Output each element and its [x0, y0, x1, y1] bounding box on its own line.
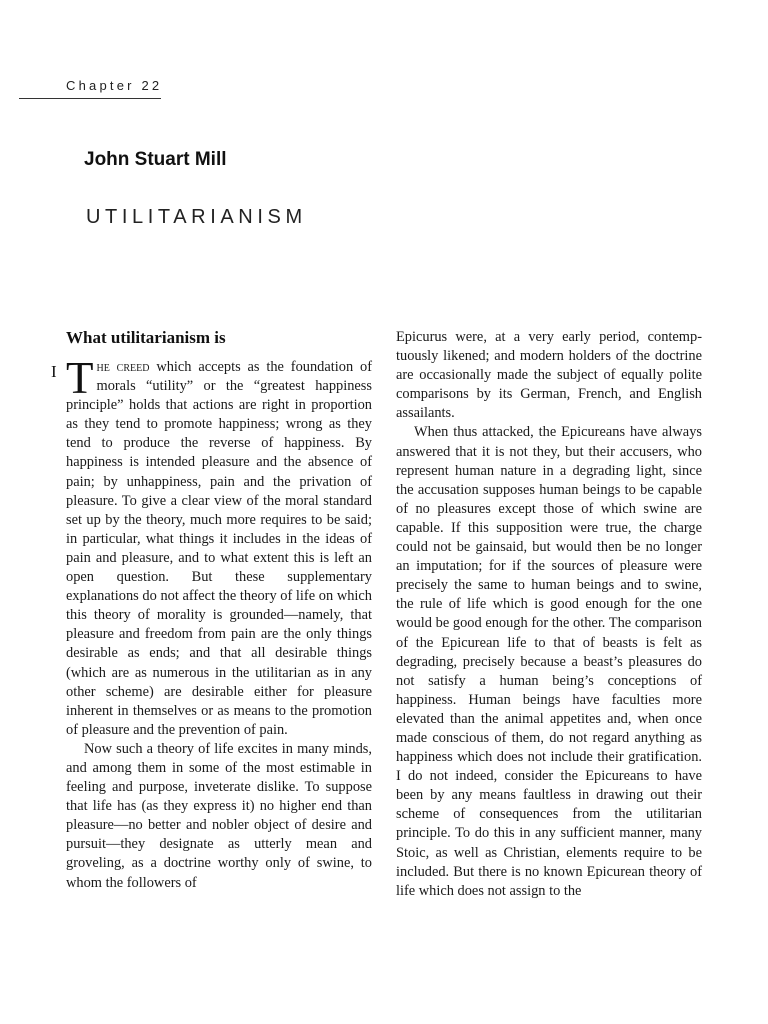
- small-caps-opening: he creed: [96, 359, 150, 375]
- left-column: [66, 353, 372, 893]
- section-heading: What utilitarianism is: [66, 328, 226, 347]
- paragraph: Epicurus were, at a very early period, contemptuously likened; and modern holders of the doctrine are occasionally made the subject of equally polite comparisons by its German, French, and English assailants.: [396, 329, 702, 422]
- section-number: I: [51, 362, 57, 381]
- right-column: [396, 328, 702, 901]
- paragraph-text: which accepts as the foundation of morals “utility” or the “greatest happiness principle” holds that actions are right in proportion as they tend to promote happiness; wrong as they tend to produce the reverse of happiness. By happiness is intended pleasure and the absence of pain; by unhappiness, pain and the privation of pleasure. To give a clear view of the moral standard set up by the theory, much more requires to be said; in particular, what things it includes in the ideas of pain and pleasure, and to what extent this is left an open question. But these supplementary explanations do not affect the theory of life on which this theory of morality is grounded—namely, that pleasure and freedom from pain are the only things desirable as ends; and that all desirable things (which are as numerous in the utilitarian as in any other scheme) are desirable either for pleasure inherent in themselves or as means to the promotion of pleasure and the prevention of pain.: [66, 359, 372, 738]
- chapter-rule: [19, 98, 161, 99]
- paragraph: [66, 353, 372, 740]
- paragraph: When thus attacked, the Epicureans have always answered that it is not they, but their accusers, who represent human nature in a degrading light, since the accusation supposes human beings to be capable of no pleasures except those of which swine are capable. If this supposition were true, the charge could not be gainsaid, but would then be no longer an imputation; for if the sources of pleasure were precisely the same to human beings and to swine, the rule of life which is good enough for the one would be good enough for the other. The comparison of the Epicurean life to that of beasts is felt as degrading, precisely because a beast’s pleasures do not satisfy a human being’s conceptions of happiness. Human beings have faculties more elevated than the animal appetites and, when once made conscious of them, do not regard anything as happiness which does not include their gratification. I do not indeed, consider the Epicureans to have been by any means faultless in drawing out their scheme of consequences from the utilitarian principle. To do this in any sufficient manner, many Stoic, as well as Christian, elements require to be included. But there is no known Epicurean theory of life which does not assign to the: [396, 424, 702, 899]
- work-title: UTILITARIANISM: [86, 206, 307, 228]
- chapter-label: Chapter 22: [66, 78, 163, 93]
- paragraph: Now such a theory of life excites in many minds, and among them in some of the most estimable in feeling and purpose, inveterate dislike. To suppose that life has (as they express it) no higher end than pleasure—no better and nobler object of desire and pursuit—they designate as utterly mean and groveling, as a doctrine worthy only of swine, to whom the followers of: [66, 740, 372, 891]
- drop-cap: T: [66, 353, 94, 403]
- author-name: John Stuart Mill: [84, 149, 227, 170]
